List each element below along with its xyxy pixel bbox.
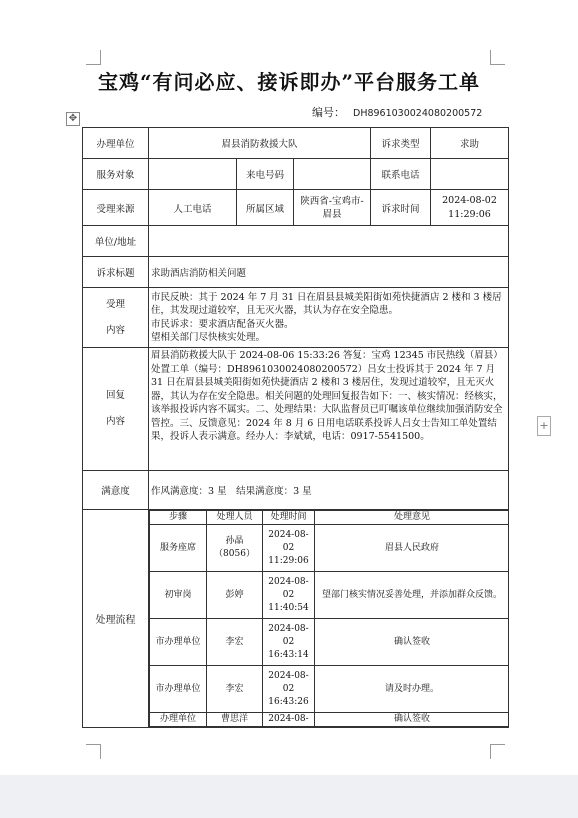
intake-label	[83, 288, 149, 348]
process-header-time: 处理时间	[263, 511, 315, 525]
reply-label-line2: 内容	[105, 416, 125, 427]
contact-phone-value	[431, 159, 509, 190]
address-value	[149, 226, 509, 257]
service-target-label: 服务对象	[83, 159, 149, 190]
process-opinion: 请及时办理。	[315, 666, 509, 713]
caller-number-value	[294, 159, 371, 190]
table-row	[150, 572, 509, 619]
process-step: 办理单位	[150, 713, 207, 727]
region-value: 陕西省-宝鸡市-眉县	[294, 190, 371, 226]
crop-mark-top-right	[490, 50, 505, 65]
request-type-label: 诉求类型	[371, 128, 431, 159]
process-opinion: 望部门核实情况妥善处理，并添加群众反馈。	[315, 572, 509, 619]
table-row	[150, 713, 509, 727]
intake-label-line2: 内容	[105, 324, 125, 336]
intake-content	[149, 288, 509, 348]
process-step: 市办理单位	[150, 619, 207, 666]
process-time: 2024-08-02 16:43:26	[263, 666, 315, 713]
process-header-person: 处理人员	[207, 511, 263, 525]
process-time: 2024-08-	[263, 713, 315, 727]
serial-label: 编号：	[312, 106, 345, 119]
process-opinion: 眉县人民政府	[315, 525, 509, 572]
process-person: 孙晶（8056）	[207, 525, 263, 572]
process-person: 李宏	[207, 619, 263, 666]
reply-label-line1: 回复	[105, 390, 125, 401]
process-time: 2024-08-02 16:43:14	[263, 619, 315, 666]
source-label: 受理来源	[83, 190, 149, 226]
process-time: 2024-08-02 11:29:06	[263, 525, 315, 572]
table-move-handle-icon[interactable]: ✥	[66, 112, 80, 126]
process-person: 彭婷	[207, 572, 263, 619]
intake-line: 市民反映：其于 2024 年 7 月 31 日在眉县县城美阳街如苑快捷酒店 2 楼和 3 楼居住，其发现过道较窄，且无灭火器，其认为存在安全隐患。	[151, 291, 502, 316]
process-opinion: 确认签收	[315, 713, 509, 727]
table-row	[150, 619, 509, 666]
table-row	[150, 525, 509, 572]
handling-unit-value: 眉县消防救援大队	[149, 128, 371, 159]
caller-number-label: 来电号码	[237, 159, 294, 190]
intake-line: 望相关部门尽快核实处理。	[151, 332, 266, 343]
process-cell	[149, 510, 509, 728]
process-table	[149, 510, 509, 727]
intake-label-line1: 受理	[105, 298, 125, 310]
reply-content: 眉县消防救援大队于 2024-08-06 15:33:26 答复：宝鸡 12345 市民热线（眉县）处置工单（编号：DH8961030024080200572）吕女士投诉其于 2024 年 7 月 31 日在眉县县城美阳街如苑快捷酒店 2 楼和 3 楼居住，发现过道较窄，且无灭火器，其认为存在安全隐患。相关问题的处理回复报告如下：一、核实情况：经核实，该举报投诉内容不属实。二、处理结果：大队监督员已叮嘱该单位继续加强消防安全管控。三、反馈意见：2024 年 8 月 6 日用电话联系投诉人吕女士告知工单处置结果，投诉人表示满意。经办人：李斌斌，电话：0917-5541500。	[149, 348, 509, 471]
page-gap	[0, 775, 578, 818]
reply-label	[83, 348, 149, 471]
process-opinion: 确认签收	[315, 619, 509, 666]
satisfaction-value: 作风满意度：3 星 结果满意度：3 星	[149, 471, 509, 510]
handling-unit-label: 办理单位	[83, 128, 149, 159]
service-target-value	[149, 159, 237, 190]
work-order-table	[82, 127, 509, 728]
process-header-opinion: 处理意见	[315, 511, 509, 525]
address-label: 单位/地址	[83, 226, 149, 257]
subject-label: 诉求标题	[83, 257, 149, 288]
process-time: 2024-08-02 11:40:54	[263, 572, 315, 619]
process-label: 处理流程	[83, 510, 149, 728]
process-step: 初审岗	[150, 572, 207, 619]
request-type-value: 求助	[431, 128, 509, 159]
process-person: 李宏	[207, 666, 263, 713]
crop-mark-bottom-right	[490, 744, 505, 759]
process-step: 市办理单位	[150, 666, 207, 713]
satisfaction-label: 满意度	[83, 471, 149, 510]
request-time-label: 诉求时间	[371, 190, 431, 226]
page-title: 宝鸡“有问必应、接诉即办”平台服务工单	[97, 70, 480, 94]
table-row	[150, 666, 509, 713]
add-row-button[interactable]: +	[537, 416, 551, 436]
intake-line: 市民诉求：要求酒店配备灭火器。	[151, 318, 294, 330]
crop-mark-top-left	[86, 50, 101, 65]
source-value: 人工电话	[149, 190, 237, 226]
request-time-value: 2024-08-02 11:29:06	[431, 190, 509, 226]
subject-value: 求助酒店消防相关问题	[149, 257, 509, 288]
region-label: 所属区域	[237, 190, 294, 226]
serial-number	[312, 104, 482, 120]
serial-value: DH8961030024080200572	[353, 108, 483, 119]
process-person: 曹思洋	[207, 713, 263, 727]
contact-phone-label: 联系电话	[371, 159, 431, 190]
crop-mark-bottom-left	[86, 744, 101, 759]
process-header-step: 步骤	[150, 511, 207, 525]
process-step: 服务座席	[150, 525, 207, 572]
